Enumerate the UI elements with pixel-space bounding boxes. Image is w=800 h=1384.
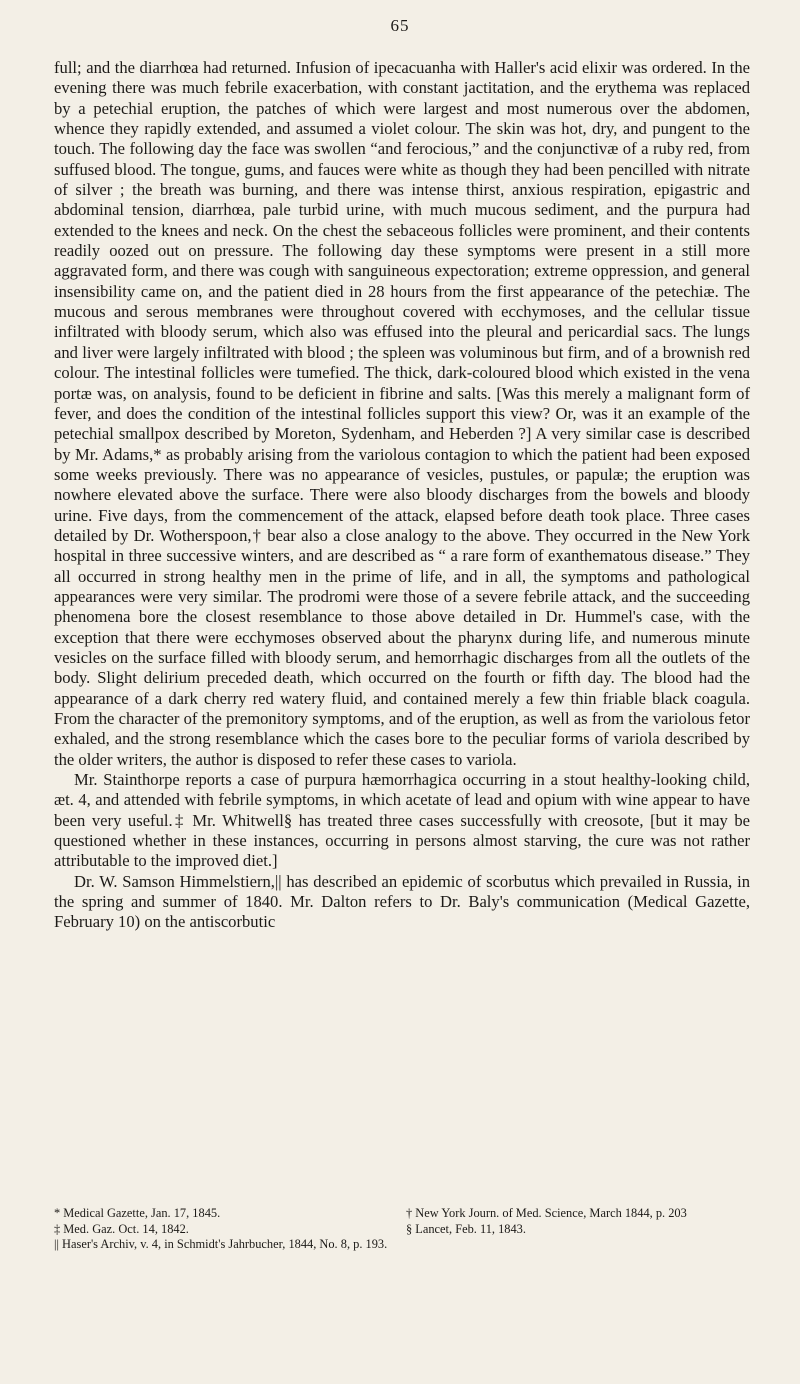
footnote: ‡ Med. Gaz. Oct. 14, 1842.	[54, 1221, 189, 1236]
footnote: || Haser's Archiv, v. 4, in Schmidt's Jahrbucher, 1844, No. 8, p. 193.	[54, 1237, 388, 1251]
footnote-row	[54, 1206, 750, 1222]
footnote: † New York Journ. of Med. Science, March 1844, p. 203	[406, 1206, 687, 1220]
body-text	[54, 58, 750, 933]
page-number: 65	[390, 16, 410, 35]
paragraph-3: Dr. W. Samson Himmelstiern,|| has described an epidemic of scorbutus which prevailed in Russia, in the spring and summer of 1840. Mr. Dalton refers to Dr. Baly's communication (Medical Gazette, February 10) on the antiscorbutic	[54, 871, 750, 932]
paragraph-2: Mr. Stainthorpe reports a case of purpura hæmorrhagica occurring in a stout healthy-looking child, æt. 4, and attended with febrile symptoms, in which acetate of lead and opium with wine appear to have been very useful.‡ Mr. Whitwell§ has treated three cases successfully with creosote, [but it may be questioned whether in these instances, occurring in persons almost starving, the cure was not rather attributable to the improved diet.]	[54, 770, 750, 871]
footnote: * Medical Gazette, Jan. 17, 1845.	[54, 1206, 221, 1220]
footnote-row	[54, 1222, 750, 1238]
footnote: § Lancet, Feb. 11, 1843.	[406, 1221, 526, 1236]
footnotes	[54, 1206, 750, 1253]
footnote-row	[54, 1237, 750, 1253]
paragraph-1: full; and the diarrhœa had returned. Infusion of ipecacuanha with Haller's acid elixir was ordered. In the evening there was much febrile exacerbation, with constant jactitation, and the erythema was replaced by a petechial eruption, the patches of which were largest and most numerous over the abdomen, whence they rapidly extended, and assumed a violet colour. The skin was hot, dry, and pungent to the touch. The following day the face was swollen “and ferocious,” and the conjunctivæ of a ruby red, from suffused blood. The tongue, gums, and fauces were white as though they had been pencilled with nitrate of silver ; the breath was burning, and there was intense thirst, anxious respiration, epigastric and abdominal tension, diarrhœa, pale turbid urine, with much mucous sediment, and the purpura had extended to the knees and neck. On the chest the sebaceous follicles were prominent, and their contents readily oozed out on pressure. The following day these symptoms were present in a still more aggravated form, and there was cough with sanguineous expectoration; extreme oppression, and general insensibility came on, and the patient died in 28 hours from the first appearance of the petechiæ. The mucous and serous membranes were throughout covered with ecchymoses, and the cellular tissue infiltrated with bloody serum, which also was effused into the pleural and pericardial sacs. The lungs and liver were largely infiltrated with blood ; the spleen was voluminous but firm, and of a brownish red colour. The intestinal follicles were tumefied. The thick, dark-coloured blood which existed in the vena portæ was, on analysis, found to be deficient in fibrine and salts. [Was this merely a malignant form of fever, and does the condition of the intestinal follicles support this view? Or, was it an example of the petechial smallpox described by Moreton, Sydenham, and Heberden ?] A very similar case is described by Mr. Adams,* as probably arising from the variolous contagion to which the patient had been exposed some weeks previously. There was no appearance of vesicles, pustules, or papulæ; the eruption was nowhere elevated above the surface. There were also bloody discharges from the bowels and bloody urine. Five days, from the commencement of the attack, elapsed before death took place. Three cases detailed by Dr. Wotherspoon,† bear also a close analogy to the above. They occurred in the New York hospital in three successive winters, and are described as “ a rare form of exanthematous disease.” They all occurred in strong healthy men in the prime of life, and in all, the symptoms and pathological appearances were very similar. The prodromi were those of a severe febrile attack, and the succeeding phenomena bore the closest resemblance to those above detailed in Dr. Hummel's case, with the exception that there were ecchymoses observed about the pharynx during life, and numerous minute vesicles on the surface filled with bloody serum, and hemorrhagic discharges from all the outlets of the body. Slight delirium preceded death, which occurred on the fourth or fifth day. The blood had the appearance of a dark cherry red watery fluid, and contained merely a few thin friable black coagula. From the character of the premonitory symptoms, and of the eruption, as well as from the variolous fetor exhaled, and the strong resemblance which the cases bore to the peculiar forms of variola described by the older writers, the author is disposed to refer these cases to variola.	[54, 58, 750, 769]
